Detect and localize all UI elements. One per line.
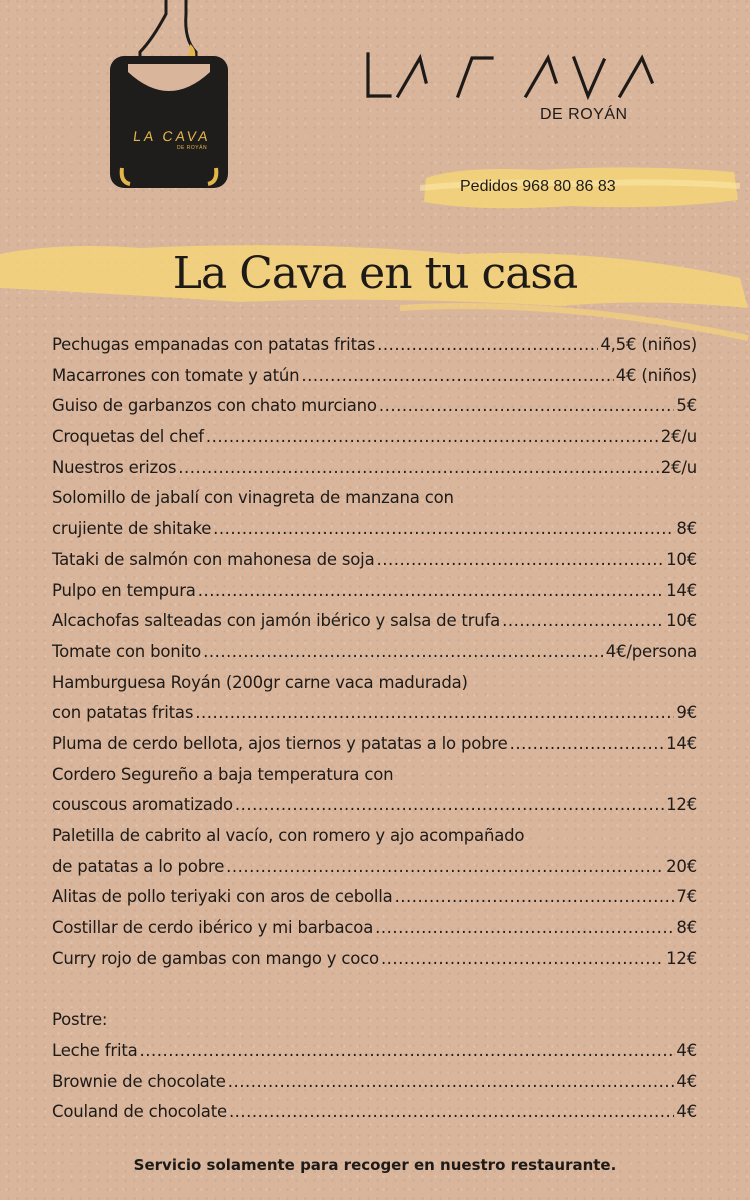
menu-item-row bbox=[52, 944, 697, 975]
menu-item bbox=[52, 882, 697, 913]
menu-item-row bbox=[52, 637, 697, 668]
menu-item-price: 8€ bbox=[676, 519, 697, 539]
menu-item bbox=[52, 453, 697, 484]
leader-dots bbox=[381, 944, 664, 975]
menu-item-name: de patatas a lo pobre bbox=[52, 856, 225, 876]
leader-dots bbox=[376, 545, 664, 576]
menu-item-name: Croquetas del chef bbox=[52, 427, 204, 447]
menu-item bbox=[52, 913, 697, 944]
menu-item-price: 7€ bbox=[676, 887, 697, 907]
leader-dots bbox=[379, 391, 675, 422]
section-spacer bbox=[52, 974, 697, 1005]
menu-item-name: Pluma de cerdo bellota, ajos tiernos y patatas a lo pobre bbox=[52, 733, 508, 753]
page-title: La Cava en tu casa bbox=[172, 248, 578, 299]
menu-item-price: 2€/u bbox=[660, 457, 697, 477]
brand-logo-sub: DE ROYÁN bbox=[540, 106, 628, 123]
menu-item-row bbox=[52, 361, 697, 392]
menu-item-price: 8€ bbox=[676, 918, 697, 938]
menu-item-name: Nuestros erizos bbox=[52, 457, 177, 477]
dessert-item-name: Couland de chocolate bbox=[52, 1102, 227, 1122]
menu-item bbox=[52, 606, 697, 637]
dessert-item bbox=[52, 1097, 697, 1128]
menu-item-row bbox=[52, 330, 697, 361]
leader-dots bbox=[213, 514, 674, 545]
menu-item bbox=[52, 637, 697, 668]
brand-logo bbox=[366, 52, 678, 100]
menu-item-row bbox=[52, 576, 697, 607]
menu-item-name: Macarrones con tomate y atún bbox=[52, 365, 300, 385]
menu-item bbox=[52, 391, 697, 422]
menu-item bbox=[52, 576, 697, 607]
menu-item-price: 14€ bbox=[666, 733, 697, 753]
menu-item bbox=[52, 330, 697, 361]
menu-item bbox=[52, 944, 697, 975]
menu-item-description: Cordero Segureño a baja temperatura con bbox=[52, 764, 394, 784]
menu-item-price: 2€/u bbox=[660, 427, 697, 447]
leader-dots bbox=[377, 330, 598, 361]
menu-item bbox=[52, 821, 697, 882]
bag-logo-text: LA CAVA bbox=[132, 128, 212, 144]
menu-item-row bbox=[52, 790, 697, 821]
menu-item-description: Solomillo de jabalí con vinagreta de manzana con bbox=[52, 488, 454, 508]
menu-item-row bbox=[52, 422, 697, 453]
leader-dots bbox=[229, 1097, 674, 1128]
menu-item-price: 4,5€ (niños) bbox=[600, 335, 697, 354]
menu-item-row bbox=[52, 729, 697, 760]
bag-logo bbox=[116, 128, 228, 151]
menu-item bbox=[52, 422, 697, 453]
leader-dots bbox=[510, 729, 664, 760]
menu-item-row bbox=[52, 453, 697, 484]
menu-item-row bbox=[52, 698, 697, 729]
leader-dots bbox=[206, 422, 659, 453]
menu-item-row bbox=[52, 545, 697, 576]
menu-item-name: Guiso de garbanzos con chato murciano bbox=[52, 396, 377, 416]
menu-item-description: Hamburguesa Royán (200gr carne vaca madurada) bbox=[52, 672, 468, 692]
menu-item-price: 5€ bbox=[676, 396, 697, 416]
dessert-item-price: 4€ bbox=[676, 1040, 697, 1060]
dessert-item-name: Leche frita bbox=[52, 1040, 138, 1060]
menu-item-row bbox=[52, 852, 697, 883]
menu-item-name: Tataki de salmón con mahonesa de soja bbox=[52, 549, 375, 569]
leader-dots bbox=[502, 606, 664, 637]
menu-item-name: Alitas de pollo teriyaki con aros de cebolla bbox=[52, 887, 393, 907]
dessert-item bbox=[52, 1067, 697, 1098]
menu-item-price: 10€ bbox=[666, 549, 697, 569]
dessert-item-price: 4€ bbox=[676, 1071, 697, 1091]
menu-item-row bbox=[52, 514, 697, 545]
dessert-item-price: 4€ bbox=[676, 1102, 697, 1122]
menu-item-name: Costillar de cerdo ibérico y mi barbacoa bbox=[52, 918, 374, 938]
menu-item-name: crujiente de shitake bbox=[52, 519, 212, 539]
menu-item bbox=[52, 545, 697, 576]
menu-item bbox=[52, 361, 697, 392]
leader-dots bbox=[195, 698, 674, 729]
menu-item-name: couscous aromatizado bbox=[52, 795, 233, 815]
leader-dots bbox=[395, 882, 675, 913]
bag-illustration bbox=[106, 0, 232, 190]
menu-item-name: Pechugas empanadas con patatas fritas bbox=[52, 335, 376, 354]
menu-item-price: 10€ bbox=[666, 611, 697, 631]
menu-item-price: 12€ bbox=[666, 948, 697, 968]
bag-logo-sub: DE ROYÁN bbox=[176, 145, 208, 151]
menu-item bbox=[52, 483, 697, 544]
menu-item-price: 12€ bbox=[666, 795, 697, 815]
menu-item-name: Pulpo en tempura bbox=[52, 580, 196, 600]
menu-item-row bbox=[52, 606, 697, 637]
menu-item-price: 14€ bbox=[666, 580, 697, 600]
menu-item-name: Curry rojo de gambas con mango y coco bbox=[52, 948, 379, 968]
menu-item bbox=[52, 760, 697, 821]
leader-dots bbox=[301, 361, 613, 392]
menu-item-name: con patatas fritas bbox=[52, 703, 194, 723]
leader-dots bbox=[235, 790, 664, 821]
phone-number[interactable]: Pedidos 968 80 86 83 bbox=[460, 178, 616, 195]
menu-item bbox=[52, 729, 697, 760]
leader-dots bbox=[203, 637, 604, 668]
leader-dots bbox=[375, 913, 674, 944]
menu-list bbox=[52, 330, 697, 1128]
menu-item-name: Tomate con bonito bbox=[52, 641, 202, 661]
menu-item-name: Alcachofas salteadas con jamón ibérico y salsa de trufa bbox=[52, 611, 501, 631]
menu-item-price: 20€ bbox=[666, 856, 697, 876]
footer-note: Servicio solamente para recoger en nuestro restaurante. bbox=[133, 1156, 617, 1174]
menu-item-row bbox=[52, 882, 697, 913]
menu-item-price: 4€ (niños) bbox=[615, 365, 697, 385]
leader-dots bbox=[178, 453, 659, 484]
menu-item bbox=[52, 668, 697, 729]
dessert-item bbox=[52, 1036, 697, 1067]
menu-item-price: 9€ bbox=[676, 703, 697, 723]
leader-dots bbox=[228, 1067, 675, 1098]
menu-item-row bbox=[52, 391, 697, 422]
menu-item-description: Paletilla de cabrito al vacío, con romero y ajo acompañado bbox=[52, 826, 525, 845]
leader-dots bbox=[198, 576, 664, 607]
dessert-item-name: Brownie de chocolate bbox=[52, 1071, 226, 1091]
menu-item-price: 4€/persona bbox=[605, 641, 697, 661]
leader-dots bbox=[140, 1036, 675, 1067]
leader-dots bbox=[226, 852, 664, 883]
logo-text: LA CAVA bbox=[366, 98, 371, 99]
menu-item-row bbox=[52, 913, 697, 944]
dessert-heading: Postre: bbox=[52, 1010, 108, 1030]
